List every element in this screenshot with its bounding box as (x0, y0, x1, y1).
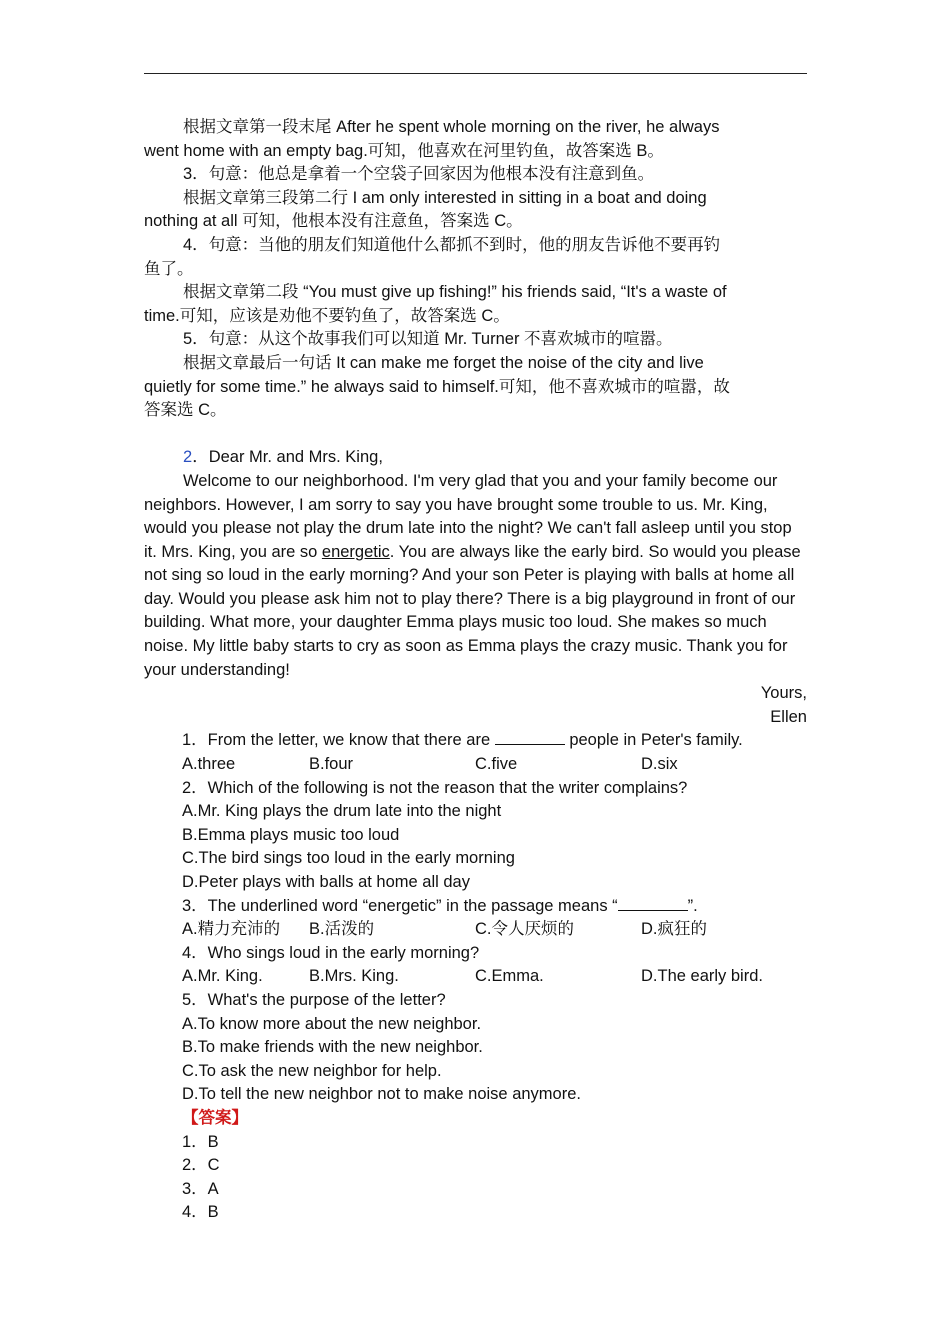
question-1 (144, 729, 807, 753)
explanation-line: 答案选 C。 (144, 401, 227, 420)
question-4: 4．Who sings loud in the early morning? (182, 943, 480, 962)
answer-item: 1．B (182, 1132, 219, 1151)
explanation-line: 根据文章第三段第二行 I am only interested in sitting in a boat and doing (183, 188, 707, 207)
option: B.Emma plays music too loud (182, 825, 400, 844)
letter-closing: Yours, (760, 684, 807, 703)
spacer (144, 423, 807, 447)
question-text: people in Peter's family. (564, 731, 743, 750)
question-text: ”. (687, 896, 698, 915)
salutation-text: Dear Mr. and Mrs. King, (208, 448, 383, 467)
answer-blank (495, 729, 565, 745)
question-5: 5．What's the purpose of the letter? (182, 990, 446, 1009)
option: A.To know more about the new neighbor. (182, 1014, 482, 1033)
option: A.精力充沛的 (182, 920, 281, 939)
question-text: 3．The underlined word “energetic” in the passage means “ (182, 896, 618, 915)
option: B.To make friends with the new neighbor. (182, 1038, 483, 1057)
answer-item: 2．C (182, 1156, 220, 1175)
explanation-line: 根据文章第二段 “You must give up fishing!” his friends said, “It's a waste of (183, 283, 727, 302)
answer-heading: 【答案】 (182, 1108, 248, 1127)
underlined-word: energetic (321, 542, 390, 561)
option: B.活泼的 (309, 920, 375, 939)
question-2: 2．Which of the following is not the reason that the writer complains? (182, 778, 688, 797)
option: C.The bird sings too loud in the early morning (182, 849, 515, 868)
letter-text-part: . You are always like the early bird. So would you please not sing so loud in the early morning? And your son Peter is playing with balls at home all day. Would you please ask him not to play there? There is a big playground in front of our building. What more, your daughter Emma plays music too loud. She makes so much noise. My little baby starts to cry as soon as Emma plays the crazy music. Thank you for your understanding! (144, 542, 801, 679)
option: D.To tell the new neighbor not to make noise anymore. (182, 1085, 581, 1104)
answer-blank (618, 895, 688, 911)
option: A.Mr. King. (182, 967, 263, 986)
explanation-line: nothing at all 可知，他根本没有注意鱼，答案选 C。 (144, 212, 523, 231)
option: D.Peter plays with balls at home all day (182, 873, 470, 891)
option: C.Emma. (475, 967, 544, 986)
question-3-options (144, 918, 807, 942)
option: C.令人厌烦的 (475, 920, 574, 939)
option: A.Mr. King plays the drum late into the night (182, 802, 502, 821)
option: B.Mrs. King. (309, 967, 399, 986)
question-1-options (144, 753, 807, 777)
answer-item: 4．B (182, 1203, 219, 1222)
option: D.The early bird. (641, 967, 763, 986)
question-text: 1．From the letter, we know that there are (182, 731, 495, 750)
document-body (144, 116, 807, 1225)
explanation-line: 鱼了。 (144, 259, 194, 278)
option: D.six (641, 755, 678, 774)
question-4-options (144, 965, 807, 989)
option: B.four (309, 755, 354, 774)
option: D.疯狂的 (641, 920, 707, 939)
passage-number: 2 (183, 448, 193, 467)
option: A.three (182, 755, 236, 774)
header-rule (144, 73, 807, 74)
answer-item: 3．A (182, 1179, 219, 1198)
explanation-line: 3．句意：他总是拿着一个空袋子回家因为他根本没有注意到鱼。 (183, 165, 655, 184)
explanation-line: went home with an empty bag.可知，他喜欢在河里钓鱼，故答案选 B。 (144, 141, 664, 160)
letter-body (144, 470, 807, 682)
explanation-line: 根据文章最后一句话 It can make me forget the noise of the city and live (183, 353, 704, 372)
explanation-line: 根据文章第一段末尾 After he spent whole morning on the river, he always (183, 118, 720, 136)
letter-salutation (144, 446, 807, 470)
explanation-line: time.可知，应该是劝他不要钓鱼了，故答案选 C。 (144, 306, 510, 325)
passage-number-sep: ． (192, 448, 209, 467)
explanation-line: quietly for some time.” he always said to himself.可知，他不喜欢城市的喧嚣，故 (144, 377, 730, 396)
letter-signature: Ellen (770, 707, 807, 726)
option: C.five (475, 755, 518, 774)
option: C.To ask the new neighbor for help. (182, 1061, 442, 1080)
explanation-line: 5．句意：从这个故事我们可以知道 Mr. Turner 不喜欢城市的喧嚣。 (183, 330, 673, 349)
question-3 (144, 895, 807, 919)
explanation-line: 4．句意：当他的朋友们知道他什么都抓不到时，他的朋友告诉他不要再钓 (183, 235, 721, 254)
letter-text-part: Welcome to our neighborhood. I'm very glad that you and your family become our neighbors. However, I am sorry to say you have brought some trouble to us. Mr. King, would you please not play the drum late into the night? We can't fall asleep until you stop it. Mrs. King, you are so (144, 471, 792, 561)
